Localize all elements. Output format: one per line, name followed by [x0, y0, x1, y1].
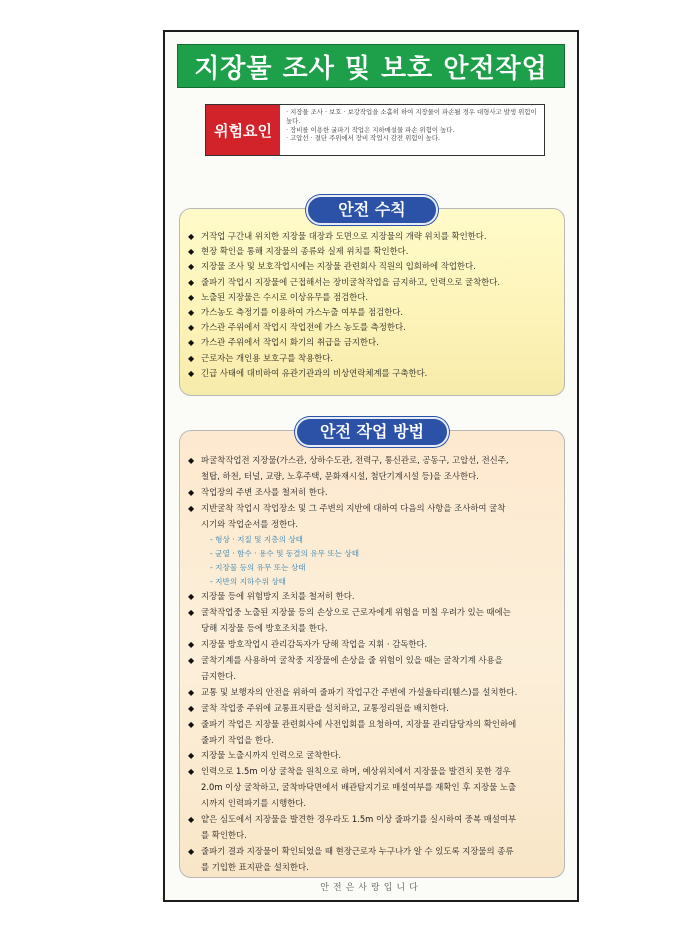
- list-item-text: 굴착 작업중 주위에 교통표지판을 설치하고, 교통정리원을 배치한다.: [201, 702, 449, 713]
- list-item-continuation: [188, 517, 558, 533]
- list-item: [188, 275, 558, 290]
- list-item-continuation: [188, 621, 558, 637]
- diamond-bullet-icon: ◆: [188, 608, 195, 618]
- list-item-text: - 지장물 등의 유무 또는 상태: [210, 562, 306, 572]
- diamond-bullet-icon: ◆: [188, 292, 195, 302]
- list-item: [188, 637, 558, 653]
- list-item: [188, 453, 558, 469]
- diamond-bullet-icon: ◆: [188, 655, 195, 665]
- list-item: [188, 748, 558, 764]
- list-item-text: - 균열 · 함수 · 용수 및 동결의 유무 또는 상태: [210, 548, 360, 558]
- list-item-text: 교통 및 보행자의 안전을 위하여 줄파기 작업구간 주변에 가설울타리(휀스)를 설치한다.: [201, 686, 518, 697]
- list-item-text: 시기와 작업순서를 정한다.: [201, 518, 298, 529]
- list-item-text: 당해 지장물 등에 방호조치를 한다.: [201, 623, 328, 634]
- diamond-bullet-icon: ◆: [188, 815, 195, 825]
- list-item-text: 금지한다.: [201, 670, 237, 681]
- list-item-text: 줄파기 작업을 한다.: [201, 734, 274, 745]
- list-item-text: 지장물 노출시까지 인력으로 굴착한다.: [201, 750, 342, 761]
- list-item-text: 작업장의 주변 조사를 철저히 한다.: [201, 486, 328, 497]
- list-item-text: 가스농도 측정기를 이용하여 가스누출 여부를 점검한다.: [201, 307, 404, 318]
- sub-item: [188, 575, 558, 589]
- diamond-bullet-icon: ◆: [188, 503, 195, 513]
- list-item: [188, 290, 558, 305]
- hazard-item: · 지장물 조사 · 보호 · 보강작업을 소홀히 하여 지장물이 파손될 경우 대형사고 발생 위험이 높다.: [286, 108, 540, 126]
- hazard-box: [205, 104, 545, 156]
- list-item-continuation: [188, 796, 558, 812]
- list-item: [188, 259, 558, 274]
- work-methods-heading: 안전 작업 방법: [295, 417, 449, 447]
- diamond-bullet-icon: ◆: [188, 247, 195, 257]
- list-item-text: 지장물 등에 위험방지 조치를 철저히 한다.: [201, 591, 355, 602]
- sub-item: [188, 533, 558, 547]
- list-item: [188, 605, 558, 621]
- safety-poster: [163, 30, 579, 902]
- diamond-bullet-icon: ◆: [188, 640, 195, 650]
- list-item-continuation: [188, 733, 558, 749]
- poster-title: 지장물 조사 및 보호 안전작업: [194, 53, 548, 84]
- diamond-bullet-icon: ◆: [188, 592, 195, 602]
- list-item: [188, 485, 558, 501]
- list-item-text: 줄파기 작업시 지장물에 근접해서는 장비굴착작업을 금지하고, 인력으로 굴착한다.: [201, 276, 501, 287]
- list-item-text: - 지반의 지하수위 상태: [210, 577, 287, 587]
- list-item: [188, 244, 558, 259]
- list-item-text: 줄파기 결과 지장물이 확인되었을 때 현장근로자 누구나가 알 수 있도록 지장물의 종류: [201, 845, 514, 856]
- list-item-text: 긴급 사태에 대비하여 유관기관과의 비상연락체계를 구축한다.: [201, 367, 428, 378]
- diamond-bullet-icon: ◆: [188, 232, 195, 241]
- list-item-continuation: [188, 780, 558, 796]
- list-item: [188, 764, 558, 780]
- diamond-bullet-icon: ◆: [188, 751, 195, 761]
- list-item: [188, 229, 558, 244]
- list-item-continuation: [188, 469, 558, 485]
- list-item: [188, 305, 558, 320]
- list-item-text: 시까지 인력파기를 시행한다.: [201, 798, 307, 809]
- list-item: [188, 653, 558, 669]
- list-item: [188, 701, 558, 717]
- list-item: [188, 812, 558, 828]
- list-item-text: 현장 확인을 통해 지장물의 종류와 실제 위치를 확인한다.: [201, 246, 409, 257]
- diamond-bullet-icon: ◆: [188, 308, 195, 318]
- list-item-text: 지반굴착 작업시 작업장소 및 그 주변의 지반에 대하여 다음의 사항을 조사하여 굴착: [201, 502, 506, 513]
- list-item-text: 철탑, 하천, 터널, 교량, 노후주택, 문화재시설, 첨단기계시설 등)을 조사한다.: [201, 470, 479, 481]
- work-methods-panel: [179, 422, 565, 878]
- list-item: [188, 685, 558, 701]
- list-item-text: 지장물 방호작업시 관리감독자가 당해 작업을 지휘 · 감독한다.: [201, 639, 428, 650]
- list-item-text: 굴착기계를 사용하여 굴착중 지장물에 손상을 줄 위험이 있을 때는 굴착기계 사용을: [201, 654, 503, 665]
- list-item-text: 인력으로 1.5m 이상 굴착을 원칙으로 하며, 예상위치에서 지장물을 발견치 못한 경우: [201, 766, 511, 777]
- sub-item: [188, 547, 558, 561]
- diamond-bullet-icon: ◆: [188, 767, 195, 777]
- diamond-bullet-icon: ◆: [188, 487, 195, 497]
- list-item-text: 를 기입한 표지판을 설치한다.: [201, 861, 309, 872]
- diamond-bullet-icon: ◆: [188, 262, 195, 272]
- diamond-bullet-icon: ◆: [188, 456, 195, 465]
- list-item: [188, 501, 558, 517]
- list-item-text: 줄파기 작업은 지장물 관련회사에 사전입회를 요청하여, 지장물 관리담당자의 확인하에: [201, 718, 517, 729]
- poster-title-bar: [177, 44, 565, 88]
- list-item-text: 거작업 구간내 위치한 지장물 대장과 도면으로 지장물의 개략 위치를 확인한다.: [201, 231, 487, 241]
- list-item-text: 가스관 주위에서 작업시 작업전에 가스 농도를 측정한다.: [201, 322, 406, 333]
- safety-rules-list: [188, 229, 558, 381]
- list-item-text: 얕은 심도에서 지장물을 발견한 경우라도 1.5m 이상 줄파기를 실시하여 중복 매설여부: [201, 814, 517, 825]
- list-item: [188, 366, 558, 381]
- diamond-bullet-icon: ◆: [188, 338, 195, 348]
- hazard-item: · 장비를 이용한 굴파기 작업은 지하매설물 파손 위험이 높다.: [286, 126, 540, 135]
- list-item: [188, 844, 558, 860]
- diamond-bullet-icon: ◆: [188, 687, 195, 697]
- hazard-item: · 고압선 · 절단 주위에서 장비 작업시 감전 위험이 높다.: [286, 134, 540, 143]
- list-item-continuation: [188, 669, 558, 685]
- diamond-bullet-icon: ◆: [188, 846, 195, 856]
- diamond-bullet-icon: ◆: [188, 323, 195, 333]
- list-item-text: 가스관 주위에서 작업시 화기의 취급을 금지한다.: [201, 337, 379, 348]
- list-item-text: 굴착작업중 노출된 지장물 등의 손상으로 근로자에게 위험을 미칠 우려가 있는 때에는: [201, 607, 511, 618]
- list-item: [188, 320, 558, 335]
- list-item: [188, 717, 558, 733]
- diamond-bullet-icon: ◆: [188, 719, 195, 729]
- list-item-text: - 형상 · 지질 및 지층의 상태: [210, 534, 303, 544]
- diamond-bullet-icon: ◆: [188, 368, 195, 378]
- list-item-text: 지장물 조사 및 보호작업시에는 지장물 관련회사 직원의 입회하에 작업한다.: [201, 261, 476, 272]
- list-item-continuation: [188, 860, 558, 876]
- list-item-text: 2.0m 이상 굴착하고, 굴착바닥면에서 배관탐지기로 매설여부를 재확인 후 지장물 노출: [201, 782, 517, 793]
- diamond-bullet-icon: ◆: [188, 703, 195, 713]
- diamond-bullet-icon: ◆: [188, 353, 195, 363]
- footer-slogan: 안전은사랑입니다: [320, 883, 422, 893]
- list-item-text: 파굴착작업전 지장물(가스관, 상하수도관, 전력구, 통신관로, 공동구, 고압선, 전신주,: [201, 455, 509, 465]
- diamond-bullet-icon: ◆: [188, 277, 195, 287]
- list-item: [188, 589, 558, 605]
- hazard-list: [280, 105, 544, 155]
- list-item-text: 근로자는 개인용 보호구를 착용한다.: [201, 352, 334, 363]
- list-item: [188, 351, 558, 366]
- list-item-text: 를 확인한다.: [201, 829, 247, 840]
- safety-rules-heading: 안전 수칙: [306, 195, 438, 225]
- sub-item: [188, 561, 558, 575]
- safety-rules-panel: [179, 200, 565, 396]
- work-methods-list: [188, 453, 558, 876]
- list-item: [188, 335, 558, 350]
- hazard-label: 위험요인: [206, 105, 280, 155]
- list-item-text: 노출된 지장물은 수시로 이상유무를 점검한다.: [201, 291, 369, 302]
- list-item-continuation: [188, 828, 558, 844]
